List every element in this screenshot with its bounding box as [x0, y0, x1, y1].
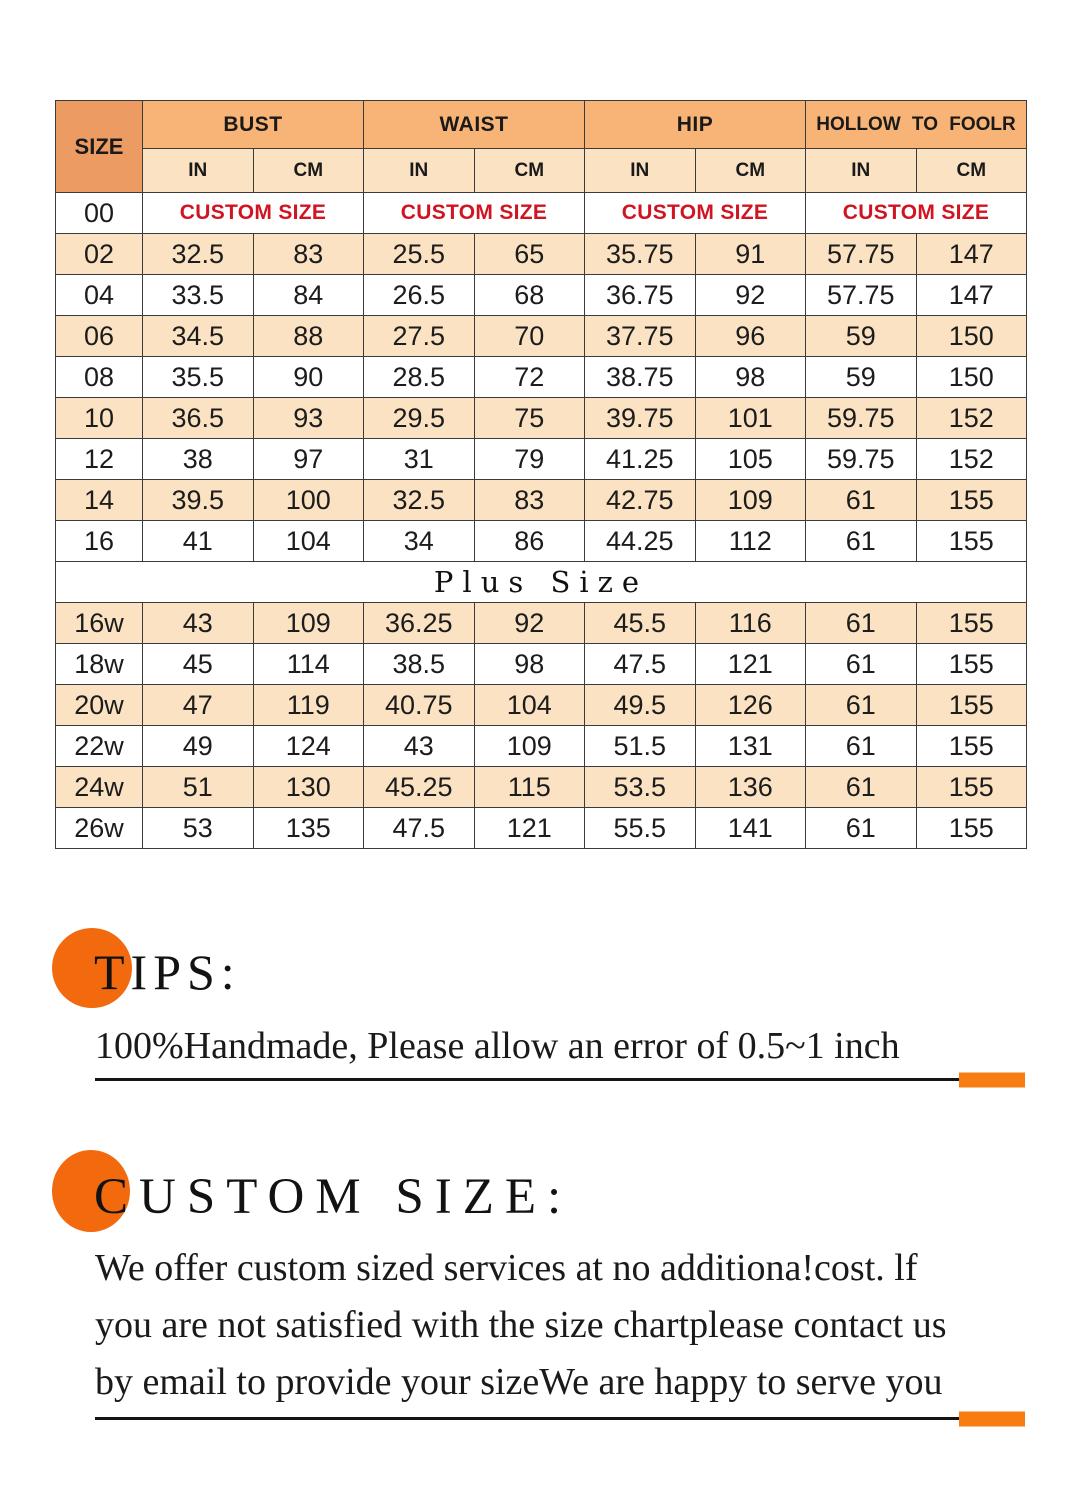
- value-cell: 39.75: [585, 398, 696, 439]
- size-row: [56, 685, 1027, 726]
- header-row-units: [56, 149, 1027, 193]
- custom-size-cell: CUSTOM SIZE: [364, 193, 585, 234]
- value-cell: 59: [806, 316, 917, 357]
- value-cell: 61: [806, 767, 917, 808]
- size-header-cell: SIZE: [56, 101, 143, 193]
- size-cell: 16w: [56, 603, 143, 644]
- value-cell: 59.75: [806, 398, 917, 439]
- value-cell: 47.5: [364, 808, 475, 849]
- value-cell: 29.5: [364, 398, 475, 439]
- value-cell: 38.75: [585, 357, 696, 398]
- value-cell: 155: [916, 808, 1027, 849]
- unit-cm-header-cell: CM: [474, 149, 585, 193]
- value-cell: 70: [474, 316, 585, 357]
- size-row: [56, 808, 1027, 849]
- size-row: [56, 316, 1027, 357]
- value-cell: 155: [916, 726, 1027, 767]
- value-cell: 57.75: [806, 275, 917, 316]
- value-cell: 41: [143, 521, 254, 562]
- value-cell: 90: [253, 357, 364, 398]
- custom-size-title: CUSTOM SIZE:: [94, 1169, 573, 1225]
- unit-in-header-cell: IN: [364, 149, 475, 193]
- value-cell: 51.5: [585, 726, 696, 767]
- value-cell: 84: [253, 275, 364, 316]
- value-cell: 152: [916, 439, 1027, 480]
- header-row-groups: [56, 101, 1027, 149]
- value-cell: 135: [253, 808, 364, 849]
- table-head: [56, 101, 1027, 193]
- size-cell: 24w: [56, 767, 143, 808]
- size-cell: 22w: [56, 726, 143, 767]
- size-cell: 06: [56, 316, 143, 357]
- value-cell: 47: [143, 685, 254, 726]
- value-cell: 150: [916, 316, 1027, 357]
- value-cell: 41.25: [585, 439, 696, 480]
- value-cell: 32.5: [364, 480, 475, 521]
- size-row: [56, 726, 1027, 767]
- size-cell: 00: [56, 193, 143, 234]
- value-cell: 79: [474, 439, 585, 480]
- value-cell: 105: [695, 439, 806, 480]
- value-cell: 36.25: [364, 603, 475, 644]
- value-cell: 47.5: [585, 644, 696, 685]
- value-cell: 49: [143, 726, 254, 767]
- size-row: [56, 521, 1027, 562]
- value-cell: 109: [253, 603, 364, 644]
- value-cell: 100: [253, 480, 364, 521]
- size-cell: 14: [56, 480, 143, 521]
- size-cell: 12: [56, 439, 143, 480]
- value-cell: 65: [474, 234, 585, 275]
- value-cell: 147: [916, 234, 1027, 275]
- size-cell: 04: [56, 275, 143, 316]
- value-cell: 33.5: [143, 275, 254, 316]
- value-cell: 119: [253, 685, 364, 726]
- value-cell: 49.5: [585, 685, 696, 726]
- custom-size-cell: CUSTOM SIZE: [143, 193, 364, 234]
- value-cell: 45: [143, 644, 254, 685]
- size-row: [56, 439, 1027, 480]
- value-cell: 121: [474, 808, 585, 849]
- value-cell: 53.5: [585, 767, 696, 808]
- plus-size-label: Plus Size: [56, 562, 1027, 603]
- value-cell: 51: [143, 767, 254, 808]
- value-cell: 36.75: [585, 275, 696, 316]
- value-cell: 96: [695, 316, 806, 357]
- value-cell: 42.75: [585, 480, 696, 521]
- size-cell: 10: [56, 398, 143, 439]
- value-cell: 104: [253, 521, 364, 562]
- value-cell: 72: [474, 357, 585, 398]
- value-cell: 116: [695, 603, 806, 644]
- plus-size-divider-row: [56, 562, 1027, 603]
- value-cell: 43: [364, 726, 475, 767]
- value-cell: 155: [916, 480, 1027, 521]
- custom-size-cell: CUSTOM SIZE: [806, 193, 1027, 234]
- size-cell: 18w: [56, 644, 143, 685]
- group-header-cell: BUST: [143, 101, 364, 149]
- custom-size-text: [95, 1240, 947, 1411]
- custom-size-cell: CUSTOM SIZE: [585, 193, 806, 234]
- value-cell: 35.75: [585, 234, 696, 275]
- value-cell: 37.75: [585, 316, 696, 357]
- value-cell: 92: [695, 275, 806, 316]
- value-cell: 25.5: [364, 234, 475, 275]
- value-cell: 131: [695, 726, 806, 767]
- orange-accent-bar-icon: [959, 1411, 1025, 1426]
- unit-cm-header-cell: CM: [695, 149, 806, 193]
- value-cell: 61: [806, 521, 917, 562]
- value-cell: 31: [364, 439, 475, 480]
- value-cell: 45.25: [364, 767, 475, 808]
- value-cell: 121: [695, 644, 806, 685]
- value-cell: 104: [474, 685, 585, 726]
- value-cell: 44.25: [585, 521, 696, 562]
- group-header-cell: HIP: [585, 101, 806, 149]
- value-cell: 61: [806, 808, 917, 849]
- size-row: [56, 275, 1027, 316]
- unit-in-header-cell: IN: [143, 149, 254, 193]
- tips-text: 100%Handmade, Please allow an error of 0.5~1 inch: [95, 1025, 900, 1067]
- value-cell: 68: [474, 275, 585, 316]
- size-row: [56, 767, 1027, 808]
- value-cell: 35.5: [143, 357, 254, 398]
- value-cell: 36.5: [143, 398, 254, 439]
- size-row: [56, 234, 1027, 275]
- unit-in-header-cell: IN: [585, 149, 696, 193]
- unit-cm-header-cell: CM: [916, 149, 1027, 193]
- value-cell: 83: [474, 480, 585, 521]
- size-row: [56, 480, 1027, 521]
- size-row: [56, 644, 1027, 685]
- value-cell: 53: [143, 808, 254, 849]
- value-cell: 150: [916, 357, 1027, 398]
- value-cell: 28.5: [364, 357, 475, 398]
- value-cell: 61: [806, 644, 917, 685]
- value-cell: 155: [916, 603, 1027, 644]
- size-cell: 16: [56, 521, 143, 562]
- value-cell: 38: [143, 439, 254, 480]
- group-header-cell: WAIST: [364, 101, 585, 149]
- value-cell: 101: [695, 398, 806, 439]
- value-cell: 27.5: [364, 316, 475, 357]
- value-cell: 98: [695, 357, 806, 398]
- value-cell: 61: [806, 480, 917, 521]
- value-cell: 26.5: [364, 275, 475, 316]
- value-cell: 61: [806, 726, 917, 767]
- value-cell: 109: [695, 480, 806, 521]
- size-chart-table: [55, 100, 1027, 849]
- value-cell: 75: [474, 398, 585, 439]
- size-cell: 20w: [56, 685, 143, 726]
- value-cell: 34: [364, 521, 475, 562]
- size-cell: 02: [56, 234, 143, 275]
- tips-divider-rule: [95, 1078, 1025, 1081]
- value-cell: 152: [916, 398, 1027, 439]
- value-cell: 57.75: [806, 234, 917, 275]
- value-cell: 55.5: [585, 808, 696, 849]
- value-cell: 83: [253, 234, 364, 275]
- size-cell: 08: [56, 357, 143, 398]
- value-cell: 38.5: [364, 644, 475, 685]
- value-cell: 155: [916, 767, 1027, 808]
- size-row: [56, 603, 1027, 644]
- value-cell: 32.5: [143, 234, 254, 275]
- custom-size-text-line: you are not satisfied with the size chartplease contact us: [95, 1304, 947, 1346]
- value-cell: 59: [806, 357, 917, 398]
- value-cell: 61: [806, 603, 917, 644]
- value-cell: 155: [916, 685, 1027, 726]
- tips-title: TIPS:: [94, 944, 241, 1000]
- custom-size-text-line: We offer custom sized services at no additiona!cost. lf: [95, 1247, 918, 1289]
- value-cell: 130: [253, 767, 364, 808]
- value-cell: 45.5: [585, 603, 696, 644]
- value-cell: 59.75: [806, 439, 917, 480]
- value-cell: 61: [806, 685, 917, 726]
- orange-accent-bar-icon: [959, 1072, 1025, 1087]
- unit-cm-header-cell: CM: [253, 149, 364, 193]
- value-cell: 97: [253, 439, 364, 480]
- value-cell: 141: [695, 808, 806, 849]
- value-cell: 126: [695, 685, 806, 726]
- value-cell: 155: [916, 521, 1027, 562]
- size-row: [56, 398, 1027, 439]
- value-cell: 39.5: [143, 480, 254, 521]
- value-cell: 91: [695, 234, 806, 275]
- value-cell: 155: [916, 644, 1027, 685]
- value-cell: 98: [474, 644, 585, 685]
- value-cell: 147: [916, 275, 1027, 316]
- value-cell: 124: [253, 726, 364, 767]
- value-cell: 40.75: [364, 685, 475, 726]
- value-cell: 93: [253, 398, 364, 439]
- table-body: [56, 193, 1027, 849]
- custom-size-divider-rule: [95, 1417, 1025, 1420]
- custom-size-text-line: by email to provide your sizeWe are happy to serve you: [95, 1361, 943, 1403]
- size-row: [56, 357, 1027, 398]
- value-cell: 92: [474, 603, 585, 644]
- size-cell: 26w: [56, 808, 143, 849]
- value-cell: 112: [695, 521, 806, 562]
- custom-size-row: [56, 193, 1027, 234]
- value-cell: 109: [474, 726, 585, 767]
- value-cell: 43: [143, 603, 254, 644]
- group-header-cell: HOLLOW TO FOOLR: [806, 101, 1027, 149]
- unit-in-header-cell: IN: [806, 149, 917, 193]
- value-cell: 114: [253, 644, 364, 685]
- value-cell: 136: [695, 767, 806, 808]
- value-cell: 115: [474, 767, 585, 808]
- value-cell: 34.5: [143, 316, 254, 357]
- value-cell: 88: [253, 316, 364, 357]
- value-cell: 86: [474, 521, 585, 562]
